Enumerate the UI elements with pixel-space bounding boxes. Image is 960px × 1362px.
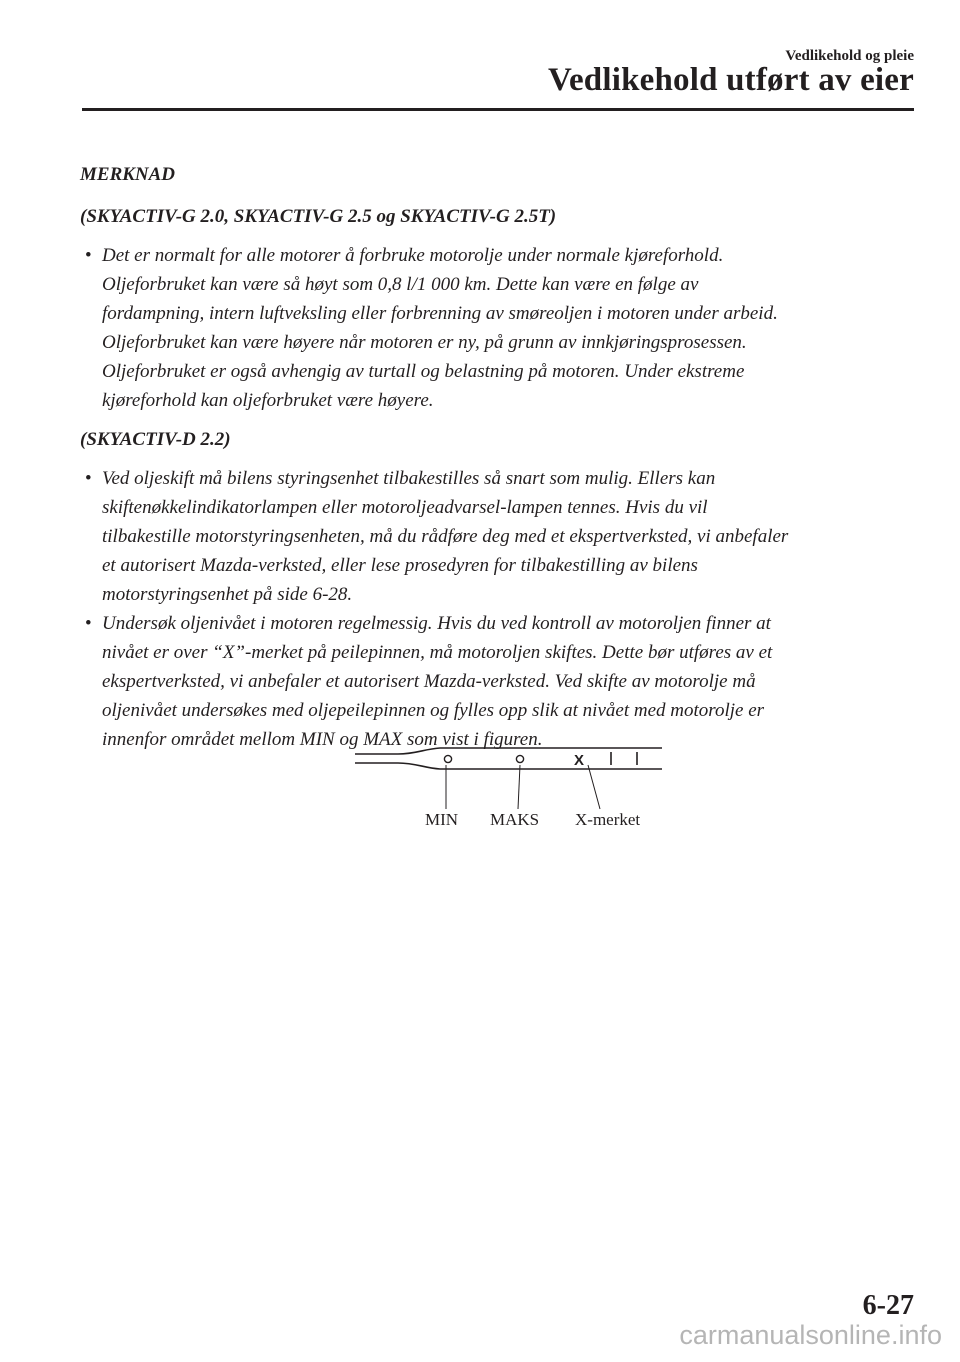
bullet-dot: •: [85, 468, 92, 489]
text-line: nivået er over “X”-merket på peilepinnen, må motoroljen skiftes. Dette bør utføres av et: [102, 642, 773, 663]
text-line: ekspertverksted, vi anbefaler et autorisert Mazda-verksted. Ved skifte av motorolje må: [102, 671, 756, 692]
text-line: skiftenøkkelindikatorlampen eller motoroljeadvarsel-lampen tennes. Hvis du vil: [102, 497, 708, 518]
maks-label: MAKS: [490, 810, 540, 829]
text-line: et autorisert Mazda-verksted, eller lese prosedyren for tilbakestilling av bilens: [102, 555, 698, 576]
dipstick-outline: [355, 748, 662, 754]
bullet-list: [80, 464, 920, 754]
min-label: MIN: [425, 810, 459, 829]
x-mark: X: [574, 752, 585, 769]
text-line: fordampning, intern luftveksling eller forbrenning av smøreoljen i motoren under arbeid.: [102, 303, 778, 324]
dipstick-outline: [355, 763, 662, 769]
note-group-skyactiv-d: [80, 425, 920, 754]
text-line: Ved oljeskift må bilens styringsenhet tilbakestilles så snart som mulig. Ellers kan: [102, 468, 716, 489]
text-line: innenfor området mellom MIN og MAX som vist i figuren.: [102, 729, 543, 750]
text-line: Oljeforbruket kan være høyere når motoren er ny, på grunn av innkjøringsprosessen.: [102, 332, 747, 353]
note-group-heading: (SKYACTIV-D 2.2): [80, 429, 231, 450]
text-line: Oljeforbruket kan være så høyt som 0,8 l/1 000 km. Dette kan være en følge av: [102, 274, 699, 295]
text-line: motorstyringsenhet på side 6-28.: [102, 584, 353, 605]
text-line: Undersøk oljenivået i motoren regelmessig. Hvis du ved kontroll av motoroljen finner at: [102, 613, 771, 634]
bullet-item: [80, 609, 920, 754]
main-content: [80, 160, 920, 764]
text-line: oljenivået undersøkes med oljepeilepinnen og fylles opp slik at nivået med motorolje er: [102, 700, 765, 721]
x-leader-line: [588, 765, 600, 809]
watermark-text: carmanualsonline.info: [679, 1320, 942, 1350]
maks-hole-marker: [516, 755, 523, 762]
note-group-heading: (SKYACTIV-G 2.0, SKYACTIV-G 2.5 og SKYACTIV-G 2.5T): [80, 206, 557, 227]
page-title: Vedlikehold utført av eier: [547, 62, 914, 98]
bullet-item: [80, 464, 920, 609]
page-number: 6-27: [862, 1290, 914, 1321]
text-line: Oljeforbruket er også avhengig av turtall og belastning på motoren. Under ekstreme: [102, 361, 745, 382]
dipstick-figure: [350, 735, 670, 845]
text-line: tilbakestille motorstyringsenheten, må du rådføre deg med et ekspertverksted, vi anbefaler: [102, 526, 789, 547]
header-divider: [82, 108, 914, 111]
bullet-dot: •: [85, 613, 92, 634]
bullet-list: [80, 241, 920, 415]
maks-leader-line: [518, 765, 520, 809]
x-merket-label: X-merket: [575, 810, 641, 829]
note-group-skyactiv-g: [80, 202, 920, 415]
section-header: Vedlikehold og pleie: [785, 48, 914, 64]
bullet-item: [80, 241, 920, 415]
bullet-dot: •: [85, 245, 92, 266]
note-label: MERKNAD: [80, 164, 176, 185]
text-line: Det er normalt for alle motorer å forbruke motorolje under normale kjøreforhold.: [102, 245, 724, 266]
text-line: kjøreforhold kan oljeforbruket være høyere.: [102, 390, 434, 411]
min-hole-marker: [444, 755, 451, 762]
